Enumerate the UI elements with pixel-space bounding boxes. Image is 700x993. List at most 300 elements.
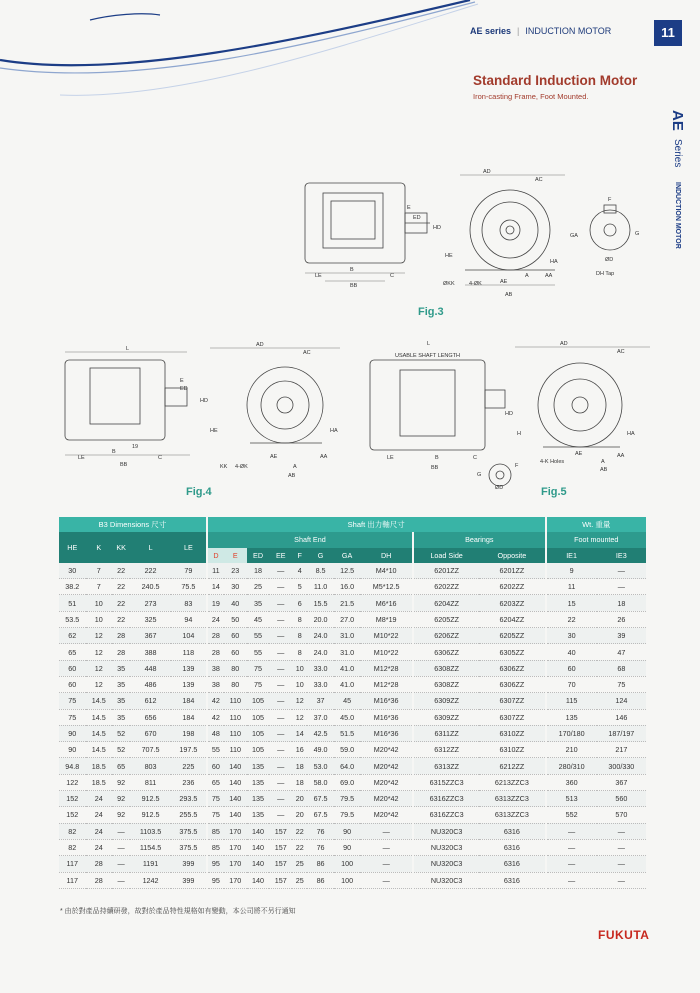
table-cell: 23 bbox=[224, 563, 247, 579]
table-cell: 117 bbox=[59, 856, 86, 872]
table-cell: 18.5 bbox=[86, 774, 113, 790]
table-cell: 152 bbox=[59, 791, 86, 807]
col-d: D bbox=[207, 548, 224, 563]
group-b3-dimensions: B3 Dimensions 尺寸 bbox=[59, 517, 207, 532]
table-cell: NU320C3 bbox=[413, 856, 479, 872]
table-cell: 50 bbox=[224, 611, 247, 627]
table-cell: 184 bbox=[171, 709, 207, 725]
table-cell: M6*16 bbox=[360, 595, 413, 611]
table-cell: 217 bbox=[597, 742, 646, 758]
table-cell: 157 bbox=[269, 856, 292, 872]
table-cell: 8 bbox=[292, 628, 307, 644]
table-cell: 122 bbox=[59, 774, 86, 790]
table-cell: 240.5 bbox=[130, 579, 171, 595]
svg-text:LE: LE bbox=[315, 273, 322, 279]
table-cell: 14 bbox=[292, 725, 307, 741]
table-cell: 105 bbox=[247, 742, 270, 758]
table-cell: 1154.5 bbox=[130, 839, 171, 855]
table-cell: 90 bbox=[334, 823, 361, 839]
table-cell: 6206ZZ bbox=[413, 628, 479, 644]
table-cell: 18 bbox=[292, 774, 307, 790]
table-cell: 90 bbox=[334, 839, 361, 855]
table-cell: 26 bbox=[597, 611, 646, 627]
table-cell: 14.5 bbox=[86, 693, 113, 709]
table-cell: 399 bbox=[171, 856, 207, 872]
table-cell: 135 bbox=[546, 709, 597, 725]
table-cell: 135 bbox=[247, 791, 270, 807]
table-cell: 19 bbox=[207, 595, 224, 611]
table-cell: 197.5 bbox=[171, 742, 207, 758]
svg-text:AE: AE bbox=[575, 451, 583, 457]
table-cell: 6 bbox=[292, 595, 307, 611]
table-cell: 90 bbox=[59, 742, 86, 758]
table-cell: — bbox=[269, 563, 292, 579]
table-cell: 37.0 bbox=[307, 709, 334, 725]
table-cell: 68 bbox=[597, 660, 646, 676]
table-cell: 69.0 bbox=[334, 774, 361, 790]
table-row bbox=[59, 839, 646, 855]
table-cell: M5*12.5 bbox=[360, 579, 413, 595]
table-cell: 95 bbox=[207, 872, 224, 888]
table-cell: 53.0 bbox=[307, 758, 334, 774]
table-cell: 912.5 bbox=[130, 807, 171, 823]
table-cell: — bbox=[112, 872, 130, 888]
table-cell: 30 bbox=[224, 579, 247, 595]
table-cell: 135 bbox=[247, 758, 270, 774]
table-cell: 35 bbox=[112, 676, 130, 692]
table-cell: 79.5 bbox=[334, 791, 361, 807]
table-cell: 24 bbox=[86, 823, 113, 839]
table-cell: 82 bbox=[59, 823, 86, 839]
usable-shaft-label: USABLE SHAFT LENGTH bbox=[395, 353, 460, 359]
side-big: AE bbox=[669, 110, 686, 131]
table-cell: 184 bbox=[171, 693, 207, 709]
svg-text:AA: AA bbox=[617, 453, 625, 459]
table-cell: 52 bbox=[112, 742, 130, 758]
svg-text:BB: BB bbox=[350, 283, 358, 289]
table-cell: 51.5 bbox=[334, 725, 361, 741]
table-cell: 75 bbox=[247, 676, 270, 692]
table-cell: 6308ZZ bbox=[413, 660, 479, 676]
dimensions-table bbox=[59, 517, 646, 889]
table-cell: — bbox=[269, 676, 292, 692]
table-cell: 25 bbox=[247, 579, 270, 595]
table-cell: 11 bbox=[207, 563, 224, 579]
svg-text:B: B bbox=[350, 267, 354, 273]
table-row bbox=[59, 579, 646, 595]
table-cell: 6212ZZ bbox=[479, 758, 545, 774]
table-cell: 24 bbox=[86, 807, 113, 823]
table-cell: — bbox=[597, 823, 646, 839]
svg-text:LE: LE bbox=[387, 455, 394, 461]
table-cell: 139 bbox=[171, 660, 207, 676]
table-cell: 513 bbox=[546, 791, 597, 807]
table-cell: M16*36 bbox=[360, 725, 413, 741]
svg-text:AC: AC bbox=[617, 349, 625, 355]
table-cell: M20*42 bbox=[360, 791, 413, 807]
table-cell: 293.5 bbox=[171, 791, 207, 807]
table-cell: M4*10 bbox=[360, 563, 413, 579]
table-cell: 6204ZZ bbox=[479, 611, 545, 627]
table-cell: 300/330 bbox=[597, 758, 646, 774]
table-cell: 280/310 bbox=[546, 758, 597, 774]
svg-text:F: F bbox=[515, 463, 519, 469]
table-cell: 70 bbox=[546, 676, 597, 692]
table-cell: 35 bbox=[247, 595, 270, 611]
table-cell: — bbox=[112, 856, 130, 872]
table-cell: 135 bbox=[247, 807, 270, 823]
table-cell: 325 bbox=[130, 611, 171, 627]
svg-text:E: E bbox=[407, 205, 411, 211]
col-k: K bbox=[86, 532, 113, 563]
fig5-drawing bbox=[365, 335, 655, 490]
svg-text:G: G bbox=[477, 472, 482, 478]
table-cell: 85 bbox=[207, 823, 224, 839]
table-cell: 41.0 bbox=[334, 676, 361, 692]
table-cell: M20*42 bbox=[360, 758, 413, 774]
table-cell: 38 bbox=[207, 676, 224, 692]
table-cell: 42 bbox=[207, 709, 224, 725]
svg-text:HA: HA bbox=[627, 431, 635, 437]
col-he: HE bbox=[59, 532, 86, 563]
table-cell: 38.2 bbox=[59, 579, 86, 595]
table-cell: 6307ZZ bbox=[479, 693, 545, 709]
svg-text:GA: GA bbox=[570, 233, 578, 239]
table-cell: 22 bbox=[112, 595, 130, 611]
table-cell: 139 bbox=[171, 676, 207, 692]
table-cell: 1242 bbox=[130, 872, 171, 888]
header-swoosh-graphic bbox=[0, 0, 480, 110]
col-kk: KK bbox=[112, 532, 130, 563]
table-cell: 12 bbox=[292, 693, 307, 709]
svg-text:ØD: ØD bbox=[605, 257, 614, 263]
table-cell: 82 bbox=[59, 839, 86, 855]
table-cell: 1191 bbox=[130, 856, 171, 872]
table-cell: 170 bbox=[224, 839, 247, 855]
table-cell: 22 bbox=[112, 579, 130, 595]
table-cell: 20 bbox=[292, 791, 307, 807]
svg-text:B: B bbox=[112, 449, 116, 455]
svg-text:HD: HD bbox=[433, 225, 441, 231]
table-cell: — bbox=[269, 742, 292, 758]
table-cell: 7 bbox=[86, 563, 113, 579]
svg-text:B: B bbox=[435, 455, 439, 461]
table-cell: 6306ZZ bbox=[479, 676, 545, 692]
table-cell: 60 bbox=[59, 676, 86, 692]
table-cell: M20*42 bbox=[360, 742, 413, 758]
table-cell: 86 bbox=[307, 872, 334, 888]
table-cell: — bbox=[269, 774, 292, 790]
table-cell: — bbox=[597, 579, 646, 595]
table-cell: 12 bbox=[292, 709, 307, 725]
table-cell: 10 bbox=[86, 595, 113, 611]
table-cell: 42 bbox=[207, 693, 224, 709]
table-cell: 367 bbox=[597, 774, 646, 790]
table-cell: 6313ZZC3 bbox=[479, 807, 545, 823]
svg-text:HE: HE bbox=[445, 253, 453, 259]
table-cell: 76 bbox=[307, 823, 334, 839]
table-cell: 45.0 bbox=[334, 709, 361, 725]
table-cell: 6309ZZ bbox=[413, 709, 479, 725]
table-cell: 6313ZZ bbox=[413, 758, 479, 774]
table-cell: 80 bbox=[224, 676, 247, 692]
table-row bbox=[59, 823, 646, 839]
svg-text:AD: AD bbox=[560, 341, 568, 347]
table-cell: 6205ZZ bbox=[413, 611, 479, 627]
table-cell: 22 bbox=[112, 563, 130, 579]
table-cell: 170 bbox=[224, 823, 247, 839]
table-cell: 92 bbox=[112, 774, 130, 790]
table-cell: — bbox=[112, 839, 130, 855]
table-cell: NU320C3 bbox=[413, 839, 479, 855]
table-cell: 35 bbox=[112, 709, 130, 725]
table-cell: 22 bbox=[112, 611, 130, 627]
table-cell: 6201ZZ bbox=[413, 563, 479, 579]
table-cell: M20*42 bbox=[360, 807, 413, 823]
table-cell: 45 bbox=[334, 693, 361, 709]
table-row bbox=[59, 742, 646, 758]
table-cell: — bbox=[597, 563, 646, 579]
table-cell: 110 bbox=[224, 709, 247, 725]
svg-text:F: F bbox=[608, 197, 612, 203]
sub-shaft-end: Shaft End bbox=[207, 532, 413, 547]
table-cell: 58.0 bbox=[307, 774, 334, 790]
group-shaft: Shaft 出力軸尺寸 bbox=[207, 517, 546, 532]
table-cell: 92 bbox=[112, 807, 130, 823]
svg-text:AA: AA bbox=[320, 454, 328, 460]
table-cell: 62 bbox=[59, 628, 86, 644]
table-cell: 14 bbox=[207, 579, 224, 595]
table-cell: 388 bbox=[130, 644, 171, 660]
table-cell: NU320C3 bbox=[413, 823, 479, 839]
table-row bbox=[59, 595, 646, 611]
table-cell: M10*22 bbox=[360, 644, 413, 660]
table-row bbox=[59, 644, 646, 660]
table-cell: 15.5 bbox=[307, 595, 334, 611]
table-cell: 48 bbox=[207, 725, 224, 741]
svg-text:4-ØK: 4-ØK bbox=[235, 464, 248, 470]
col-dh: DH bbox=[360, 548, 413, 563]
footnote: * 由於對產品持續研發，故對於產品特性規格如有變動，本公司將不另行通知 bbox=[60, 908, 296, 915]
col-ie3: IE3 bbox=[597, 548, 646, 563]
table-cell: 10 bbox=[292, 660, 307, 676]
table-row bbox=[59, 563, 646, 579]
table-cell: — bbox=[546, 856, 597, 872]
table-cell: 85 bbox=[207, 839, 224, 855]
table-cell: 140 bbox=[224, 791, 247, 807]
table-cell: 12 bbox=[86, 660, 113, 676]
table-cell: 152 bbox=[59, 807, 86, 823]
table-cell: 33.0 bbox=[307, 660, 334, 676]
table-cell: 79.5 bbox=[334, 807, 361, 823]
table-cell: 35 bbox=[112, 693, 130, 709]
category-label: INDUCTION MOTOR bbox=[525, 26, 612, 36]
table-cell: 157 bbox=[269, 872, 292, 888]
table-cell: 55 bbox=[247, 628, 270, 644]
svg-text:KK: KK bbox=[220, 464, 228, 470]
table-cell: 7 bbox=[86, 579, 113, 595]
svg-text:L: L bbox=[427, 341, 431, 347]
sub-foot-mounted: Foot mounted bbox=[546, 532, 646, 547]
table-cell: 6313ZZC3 bbox=[479, 791, 545, 807]
table-cell: — bbox=[269, 758, 292, 774]
table-cell: 94.8 bbox=[59, 758, 86, 774]
table-cell: 47 bbox=[597, 644, 646, 660]
table-cell: 55 bbox=[247, 644, 270, 660]
table-cell: 8 bbox=[292, 644, 307, 660]
table-cell: 24 bbox=[86, 839, 113, 855]
table-cell: 94 bbox=[171, 611, 207, 627]
svg-text:AE: AE bbox=[270, 454, 278, 460]
table-cell: 6316 bbox=[479, 839, 545, 855]
table-cell: 12 bbox=[86, 644, 113, 660]
table-cell: 6205ZZ bbox=[479, 628, 545, 644]
table-cell: 18 bbox=[597, 595, 646, 611]
fig3-label: Fig.3 bbox=[418, 306, 444, 318]
fig4-label: Fig.4 bbox=[186, 486, 212, 498]
table-cell: 612 bbox=[130, 693, 171, 709]
table-cell: 448 bbox=[130, 660, 171, 676]
table-cell: 187/197 bbox=[597, 725, 646, 741]
table-cell: 39 bbox=[597, 628, 646, 644]
table-cell: 21.5 bbox=[334, 595, 361, 611]
table-cell: 360 bbox=[546, 774, 597, 790]
table-cell: 6310ZZ bbox=[479, 742, 545, 758]
table-cell: 37 bbox=[307, 693, 334, 709]
table-cell: 9 bbox=[546, 563, 597, 579]
table-cell: 110 bbox=[224, 725, 247, 741]
table-row bbox=[59, 628, 646, 644]
table-cell: 6311ZZ bbox=[413, 725, 479, 741]
table-cell: 118 bbox=[171, 644, 207, 660]
table-cell: 135 bbox=[247, 774, 270, 790]
table-cell: 707.5 bbox=[130, 742, 171, 758]
table-cell: 40 bbox=[546, 644, 597, 660]
table-cell: — bbox=[269, 791, 292, 807]
table-cell: 60 bbox=[224, 628, 247, 644]
table-cell: 273 bbox=[130, 595, 171, 611]
table-cell: 11.0 bbox=[307, 579, 334, 595]
table-cell: 100 bbox=[334, 856, 361, 872]
col-ga: GA bbox=[334, 548, 361, 563]
svg-text:L: L bbox=[126, 346, 130, 352]
table-cell: 8 bbox=[292, 611, 307, 627]
table-cell: — bbox=[269, 628, 292, 644]
svg-text:LE: LE bbox=[78, 455, 85, 461]
table-cell: 117 bbox=[59, 872, 86, 888]
table-cell: 170 bbox=[224, 856, 247, 872]
table-cell: 75 bbox=[207, 791, 224, 807]
table-cell: M8*19 bbox=[360, 611, 413, 627]
header-divider: | bbox=[517, 26, 520, 36]
table-cell: 225 bbox=[171, 758, 207, 774]
table-cell: 75 bbox=[597, 676, 646, 692]
table-cell: 6316 bbox=[479, 872, 545, 888]
table-cell: 22 bbox=[546, 611, 597, 627]
table-cell: 6316 bbox=[479, 823, 545, 839]
table-cell: — bbox=[269, 807, 292, 823]
table-row bbox=[59, 709, 646, 725]
svg-text:HA: HA bbox=[330, 428, 338, 434]
table-cell: 28 bbox=[86, 872, 113, 888]
table-cell: 6306ZZ bbox=[479, 660, 545, 676]
svg-text:4-ØK: 4-ØK bbox=[469, 281, 482, 287]
svg-text:ED: ED bbox=[180, 386, 188, 392]
svg-text:BB: BB bbox=[431, 465, 439, 471]
table-row bbox=[59, 660, 646, 676]
table-cell: 105 bbox=[247, 709, 270, 725]
table-cell: 79 bbox=[171, 563, 207, 579]
table-cell: — bbox=[360, 823, 413, 839]
table-cell: 28 bbox=[207, 628, 224, 644]
table-cell: 811 bbox=[130, 774, 171, 790]
table-cell: 52 bbox=[112, 725, 130, 741]
table-cell: — bbox=[269, 725, 292, 741]
table-cell: 6315ZZC3 bbox=[413, 774, 479, 790]
table-cell: 31.0 bbox=[334, 628, 361, 644]
table-cell: 570 bbox=[597, 807, 646, 823]
svg-text:19: 19 bbox=[132, 444, 139, 450]
table-cell: 65 bbox=[59, 644, 86, 660]
table-cell: 18.5 bbox=[86, 758, 113, 774]
table-cell: 60 bbox=[59, 660, 86, 676]
table-cell: 115 bbox=[546, 693, 597, 709]
table-cell: 6306ZZ bbox=[413, 644, 479, 660]
side-mid: Series bbox=[672, 139, 683, 168]
table-cell: — bbox=[269, 644, 292, 660]
table-cell: M12*28 bbox=[360, 676, 413, 692]
table-cell: 60 bbox=[546, 660, 597, 676]
table-cell: 6203ZZ bbox=[479, 595, 545, 611]
table-cell: 67.5 bbox=[307, 807, 334, 823]
table-cell: 236 bbox=[171, 774, 207, 790]
table-cell: 140 bbox=[224, 758, 247, 774]
table-cell: 51 bbox=[59, 595, 86, 611]
svg-text:BB: BB bbox=[120, 462, 128, 468]
table-cell: 60 bbox=[207, 758, 224, 774]
table-row bbox=[59, 611, 646, 627]
svg-text:HE: HE bbox=[210, 428, 218, 434]
table-cell: M16*36 bbox=[360, 709, 413, 725]
col-le: LE bbox=[171, 532, 207, 563]
col-e: E bbox=[224, 548, 247, 563]
table-cell: 6312ZZ bbox=[413, 742, 479, 758]
table-cell: 35 bbox=[112, 660, 130, 676]
table-cell: 8.5 bbox=[307, 563, 334, 579]
table-cell: 486 bbox=[130, 676, 171, 692]
table-cell: — bbox=[597, 839, 646, 855]
col-f: F bbox=[292, 548, 307, 563]
group-weight: Wt. 重量 bbox=[546, 517, 646, 532]
table-cell: — bbox=[269, 595, 292, 611]
table-cell: — bbox=[546, 839, 597, 855]
col-ee: EE bbox=[269, 548, 292, 563]
table-cell: 560 bbox=[597, 791, 646, 807]
table-cell: 75 bbox=[59, 709, 86, 725]
table-cell: 18 bbox=[292, 758, 307, 774]
table-cell: 67.5 bbox=[307, 791, 334, 807]
table-cell: 31.0 bbox=[334, 644, 361, 660]
table-row bbox=[59, 791, 646, 807]
table-row bbox=[59, 774, 646, 790]
table-cell: 83 bbox=[171, 595, 207, 611]
table-cell: 80 bbox=[224, 660, 247, 676]
table-cell: 28 bbox=[86, 856, 113, 872]
table-cell: 375.5 bbox=[171, 823, 207, 839]
table-cell: 75.5 bbox=[171, 579, 207, 595]
page-number: 11 bbox=[654, 20, 682, 46]
table-cell: NU320C3 bbox=[413, 872, 479, 888]
